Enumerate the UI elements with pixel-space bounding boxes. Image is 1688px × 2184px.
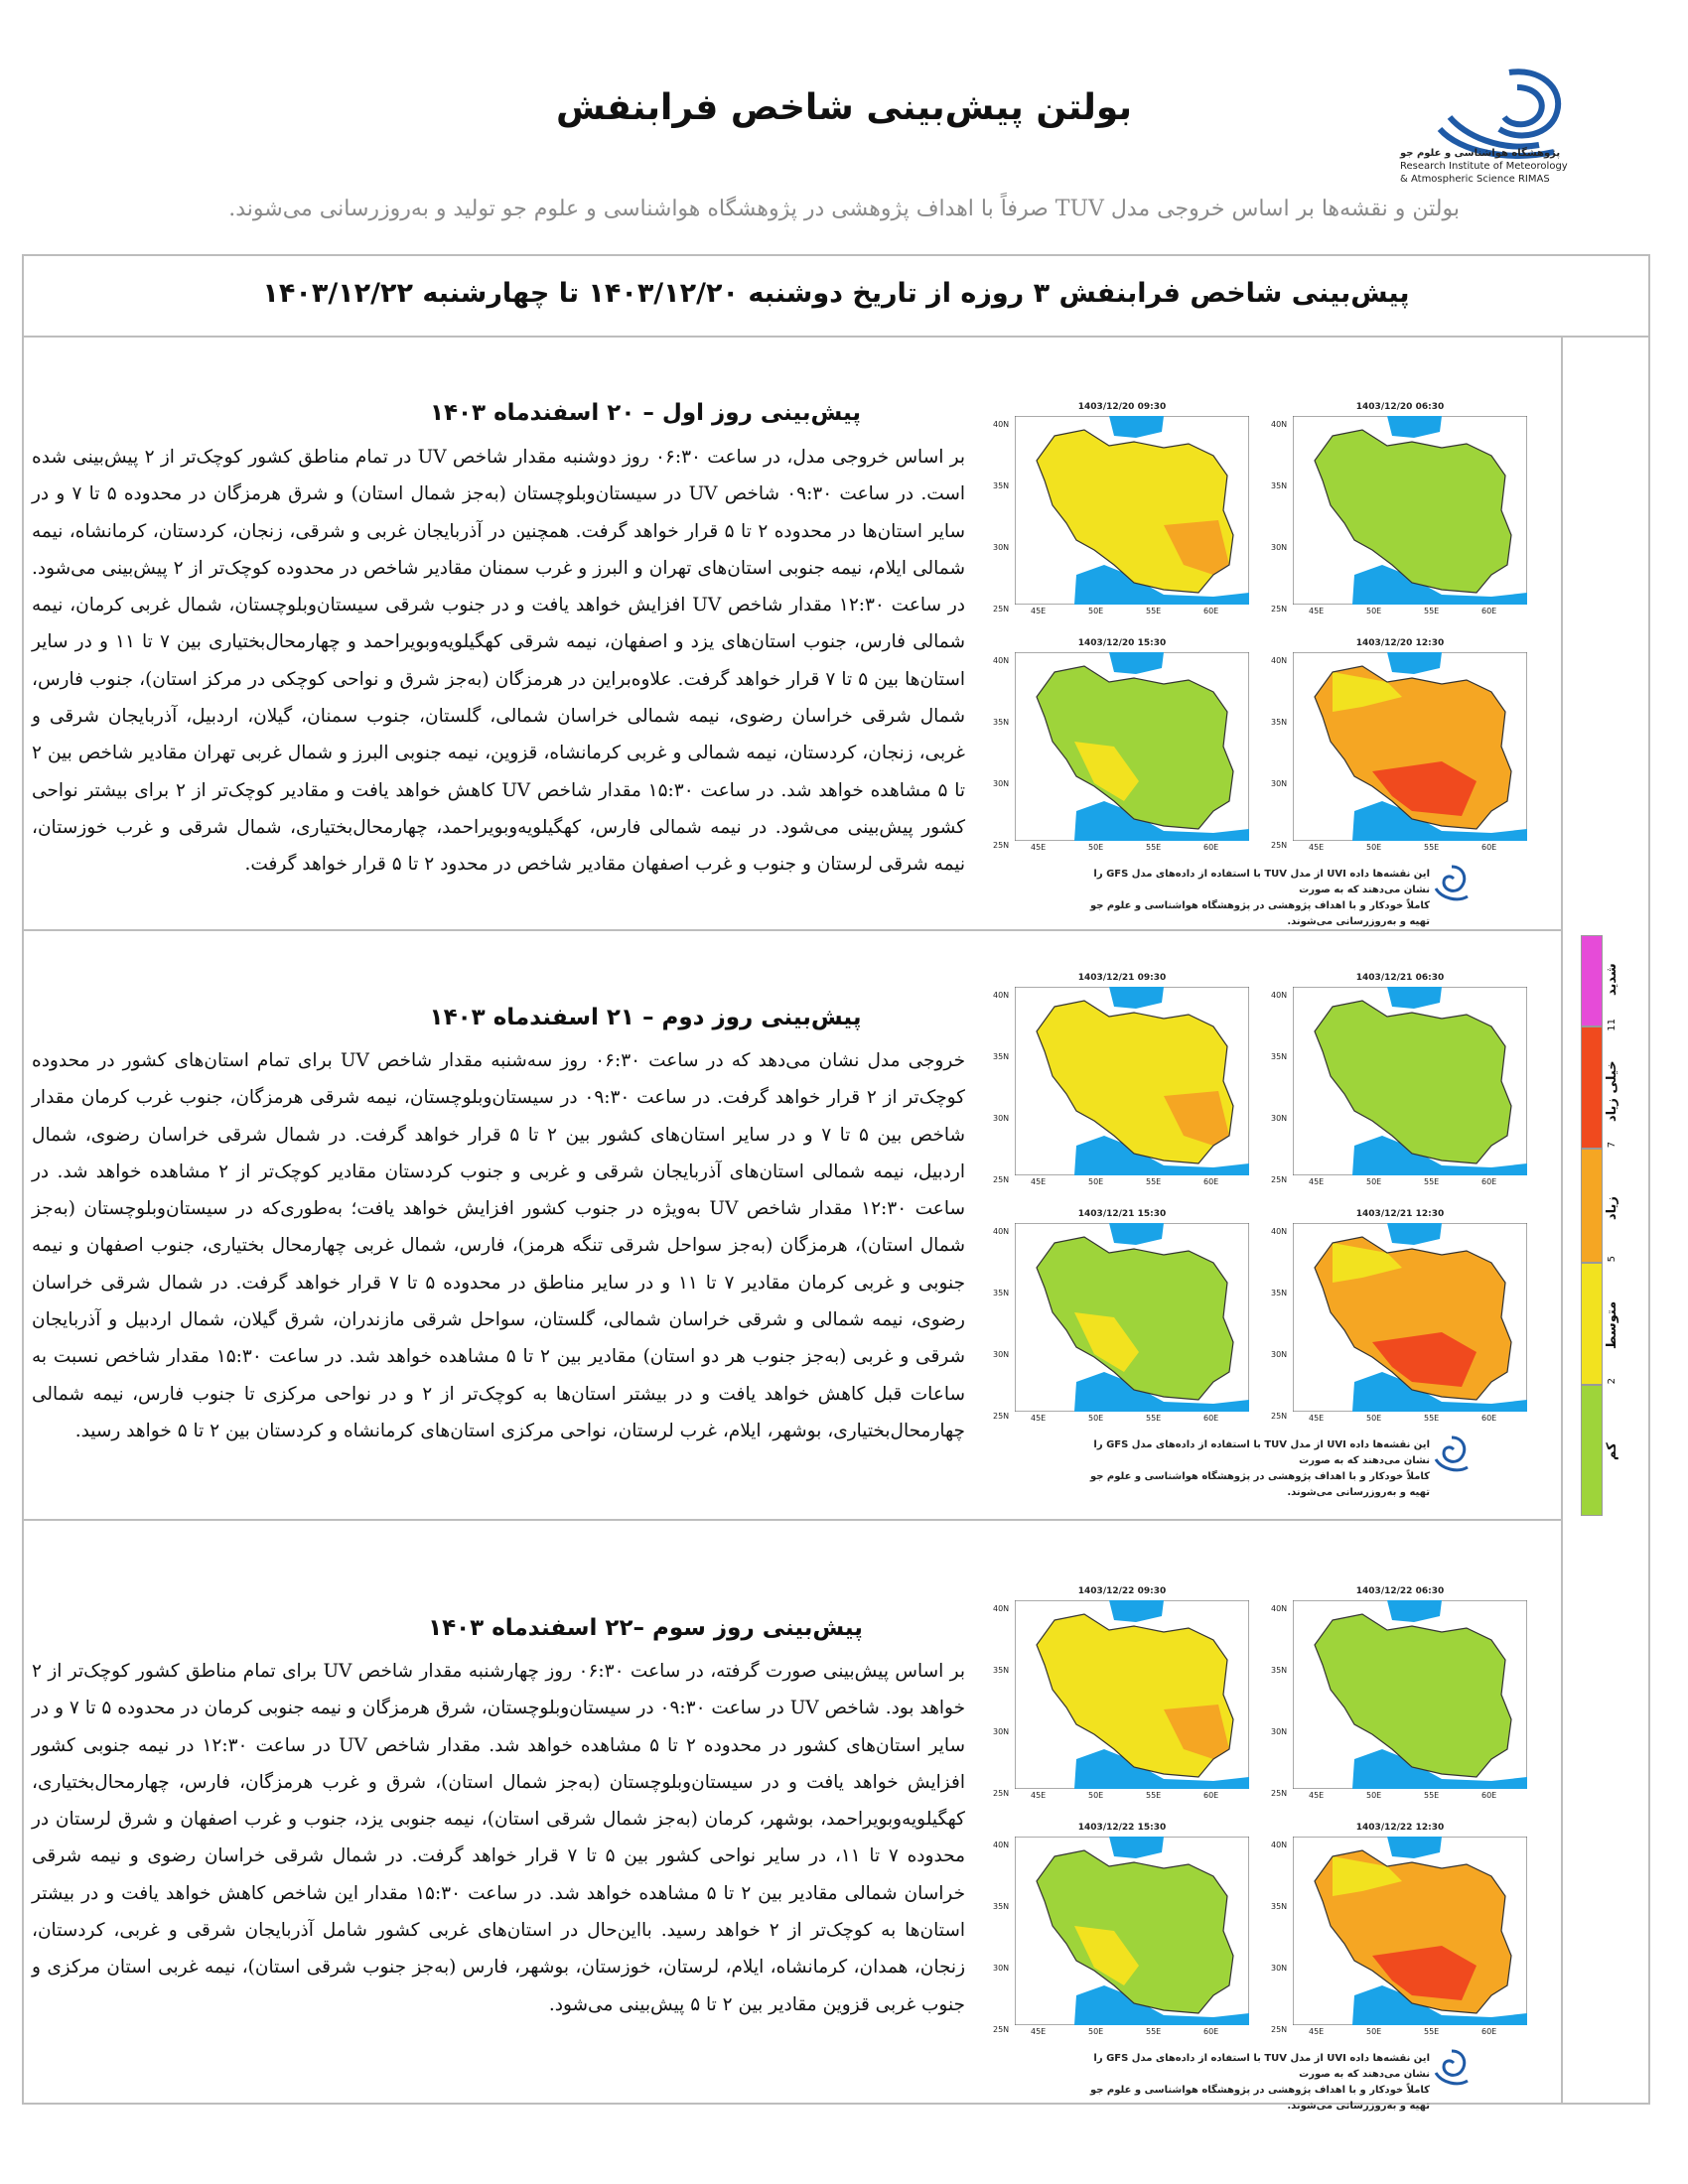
lon-tick: 55E bbox=[1146, 843, 1162, 852]
iran-map bbox=[1015, 416, 1249, 605]
map-logo-icon bbox=[1430, 1432, 1474, 1475]
lon-tick: 60E bbox=[1203, 1791, 1219, 1800]
forecast-header-title: پیش‌بینی شاخص فرابنفش ۳ روزه از تاریخ دوشنبه ۱۴۰۳/۱۲/۲۰ تا چهارشنبه ۱۴۰۳/۱۲/۲۲ bbox=[262, 278, 1410, 309]
lat-tick: 25N bbox=[993, 1789, 1010, 1798]
legend-tick-2: 2 bbox=[1607, 1378, 1618, 1385]
lat-tick: 40N bbox=[1271, 420, 1288, 429]
lon-tick: 50E bbox=[1366, 1414, 1382, 1423]
lat-tick: 30N bbox=[1271, 779, 1288, 788]
map-logo-icon bbox=[1430, 2045, 1474, 2089]
legend-low bbox=[1581, 1385, 1603, 1516]
lon-tick: 55E bbox=[1146, 1177, 1162, 1186]
legend-cat-moderate: متوسط bbox=[1605, 1300, 1619, 1349]
iran-map bbox=[1293, 652, 1527, 841]
lat-tick: 35N bbox=[1271, 481, 1288, 490]
lon-tick: 45E bbox=[1031, 607, 1047, 615]
map-label: 1403/12/20 09:30 bbox=[1077, 402, 1167, 412]
lon-tick: 45E bbox=[1309, 1414, 1325, 1423]
lat-tick: 25N bbox=[1271, 1412, 1288, 1421]
lat-tick: 30N bbox=[1271, 1964, 1288, 1973]
lon-tick: 60E bbox=[1481, 607, 1497, 615]
lon-tick: 50E bbox=[1088, 843, 1104, 852]
lon-tick: 50E bbox=[1366, 843, 1382, 852]
lon-tick: 45E bbox=[1309, 1791, 1325, 1800]
legend-extreme bbox=[1581, 935, 1603, 1026]
lon-tick: 55E bbox=[1146, 1414, 1162, 1423]
lat-tick: 35N bbox=[993, 1666, 1010, 1675]
lon-tick: 50E bbox=[1088, 2027, 1104, 2036]
lon-tick: 50E bbox=[1366, 1791, 1382, 1800]
lon-tick: 55E bbox=[1424, 1791, 1440, 1800]
map-caption bbox=[1072, 1437, 1430, 1501]
lat-tick: 35N bbox=[993, 481, 1010, 490]
lat-tick: 30N bbox=[1271, 1350, 1288, 1359]
lat-tick: 40N bbox=[993, 1604, 1010, 1613]
legend-divider bbox=[1561, 338, 1563, 2105]
iran-map bbox=[1015, 1837, 1249, 2025]
legend-very-high bbox=[1581, 1026, 1603, 1149]
lat-tick: 25N bbox=[1271, 1789, 1288, 1798]
map-caption-line1: این نقشه‌ها داده UVI از مدل TUV با استفاده از داده‌های مدل GFS را نشان می‌دهند که به صورت bbox=[1093, 1439, 1430, 1466]
lat-tick: 40N bbox=[1271, 1227, 1288, 1236]
lon-tick: 60E bbox=[1481, 843, 1497, 852]
lat-tick: 25N bbox=[1271, 841, 1288, 850]
legend-cat-very-high: خیلی زیاد bbox=[1605, 1060, 1619, 1123]
lon-tick: 55E bbox=[1424, 843, 1440, 852]
lat-tick: 35N bbox=[993, 1052, 1010, 1061]
uv-map-high bbox=[1271, 1823, 1529, 2036]
uv-map-mid bbox=[993, 1586, 1251, 1800]
lon-tick: 55E bbox=[1146, 607, 1162, 615]
lat-tick: 30N bbox=[993, 543, 1010, 552]
lat-tick: 35N bbox=[1271, 1666, 1288, 1675]
lat-tick: 35N bbox=[1271, 718, 1288, 727]
iran-map bbox=[1015, 1600, 1249, 1789]
lat-tick: 35N bbox=[993, 1902, 1010, 1911]
uv-map-high bbox=[1271, 638, 1529, 852]
map-label: 1403/12/22 12:30 bbox=[1355, 1823, 1445, 1833]
day-title: پیش‌بینی روز دوم – ۲۱ اسفندماه ۱۴۰۳ bbox=[429, 1005, 862, 1030]
lat-tick: 30N bbox=[993, 779, 1010, 788]
iran-map bbox=[1015, 1223, 1249, 1412]
lon-tick: 60E bbox=[1203, 1414, 1219, 1423]
lat-tick: 40N bbox=[993, 991, 1010, 1000]
page-subtitle: بولتن و نقشه‌ها بر اساس خروجی مدل TUV صرفاً با اهداف پژوهشی در پژوهشگاه هواشناسی و علوم جو تولید و به‌روزرسانی می‌شوند. bbox=[228, 197, 1460, 221]
lat-tick: 40N bbox=[1271, 991, 1288, 1000]
lon-tick: 60E bbox=[1203, 2027, 1219, 2036]
map-panel bbox=[993, 1586, 1539, 2112]
lat-tick: 35N bbox=[1271, 1289, 1288, 1297]
map-label: 1403/12/22 15:30 bbox=[1077, 1823, 1167, 1833]
logo-en-line1: Research Institute of Meteorology bbox=[1400, 161, 1568, 172]
lat-tick: 40N bbox=[993, 1841, 1010, 1849]
lat-tick: 40N bbox=[1271, 1604, 1288, 1613]
lon-tick: 60E bbox=[1481, 1177, 1497, 1186]
lat-tick: 35N bbox=[1271, 1052, 1288, 1061]
lat-tick: 30N bbox=[1271, 1727, 1288, 1736]
lat-tick: 30N bbox=[1271, 1114, 1288, 1123]
lon-tick: 50E bbox=[1088, 1177, 1104, 1186]
map-caption-line1: این نقشه‌ها داده UVI از مدل TUV با استفاده از داده‌های مدل GFS را نشان می‌دهند که به صورت bbox=[1093, 869, 1430, 895]
lon-tick: 45E bbox=[1309, 2027, 1325, 2036]
lon-tick: 55E bbox=[1146, 1791, 1162, 1800]
lat-tick: 25N bbox=[993, 841, 1010, 850]
uv-legend bbox=[1581, 935, 1626, 1516]
lat-tick: 35N bbox=[993, 718, 1010, 727]
lon-tick: 50E bbox=[1366, 607, 1382, 615]
uv-map-mid bbox=[993, 973, 1251, 1186]
logo-text bbox=[1400, 147, 1589, 186]
iran-map bbox=[1293, 1600, 1527, 1789]
lon-tick: 60E bbox=[1481, 1791, 1497, 1800]
lat-tick: 40N bbox=[1271, 1841, 1288, 1849]
map-label: 1403/12/21 15:30 bbox=[1077, 1209, 1167, 1219]
iran-map bbox=[1015, 652, 1249, 841]
lon-tick: 45E bbox=[1031, 1791, 1047, 1800]
lon-tick: 45E bbox=[1031, 1177, 1047, 1186]
lon-tick: 55E bbox=[1424, 1414, 1440, 1423]
legend-high bbox=[1581, 1149, 1603, 1263]
lat-tick: 25N bbox=[993, 2025, 1010, 2034]
lon-tick: 55E bbox=[1424, 2027, 1440, 2036]
lon-tick: 60E bbox=[1203, 843, 1219, 852]
legend-cat-high: زیاد bbox=[1605, 1196, 1619, 1220]
map-panel bbox=[993, 402, 1539, 927]
lat-tick: 30N bbox=[993, 1964, 1010, 1973]
iran-map bbox=[1293, 987, 1527, 1175]
legend-tick-5: 5 bbox=[1607, 1256, 1618, 1263]
map-label: 1403/12/20 06:30 bbox=[1355, 402, 1445, 412]
section-divider-2 bbox=[22, 1519, 1561, 1521]
logo-en-line2: & Atmospheric Science RIMAS bbox=[1400, 174, 1550, 185]
lon-tick: 60E bbox=[1481, 1414, 1497, 1423]
legend-cat-low: کم bbox=[1605, 1442, 1619, 1460]
lat-tick: 25N bbox=[1271, 2025, 1288, 2034]
uv-map-low bbox=[1271, 1586, 1529, 1800]
map-label: 1403/12/22 06:30 bbox=[1355, 1586, 1445, 1596]
map-logo-icon bbox=[1430, 861, 1474, 904]
legend-tick-11: 11 bbox=[1607, 1019, 1618, 1031]
lat-tick: 25N bbox=[993, 1175, 1010, 1184]
lat-tick: 25N bbox=[1271, 1175, 1288, 1184]
map-panel bbox=[993, 973, 1539, 1498]
day-text: بر اساس خروجی مدل، در ساعت ۰۶:۳۰ روز دوشنبه مقدار شاخص UV در تمام مناطق کشور کوچک‌تر از ۲ پیش‌بینی شده است. در ساعت ۰۹:۳۰ شاخص UV در سیستان‌وبلوچستان (به‌جز شمال استان) و شرق هرمزگان در محدوده ۵ تا ۷ و در سایر استان‌ها در محدوده ۲ تا ۵ قرار خواهد گرفت. همچنین در آذربایجان غربی و شرقی، زنجان، کردستان، کرمانشاه، نیمه شمالی ایلام، نیمه جنوبی استان‌های تهران و البرز و غرب سمنان مقادیر شاخص در محدوده کوچک‌تر از ۲ پیش‌بینی می‌شود. در ساعت ۱۲:۳۰ مقدار شاخص UV افزایش خواهد یافت و در جنوب شرقی سیستان‌وبلوچستان، شمال غربی کرمان، نیمه شمالی فارس، جنوب استان‌های یزد و اصفهان، نیمه شرقی کهگیلویه‌وبویراحمد و چهارمحال‌بختیاری بین ۷ تا ۱۱ و در سایر استان‌ها بین ۵ تا ۷ قرار خواهد گرفت. علاوه‌براین در هرمزگان (به‌جز شرق و نواحی کوچکی در مرکز استان)، جنوب فارس، شمال شرقی خراسان رضوی، نیمه شمالی خراسان شمالی، گلستان، جنوب سمنان، گیلان، اردبیل، آذربایجان شرقی و غربی، زنجان، کردستان، نیمه شمالی و غربی کرمانشاه، قزوین، نیمه جنوبی البرز و شمال غربی تهران مقادیر شاخص بین ۲ تا ۵ مشاهده خواهد شد. در ساعت ۱۵:۳۰ مقدار شاخص UV کاهش خواهد یافت و مقادیر کوچک‌تر از ۲ برای بیشتر نواحی کشور پیش‌بینی می‌شود. در نیمه شمالی فارس، کهگیلویه‌وبویراحمد، چهارمحال‌بختیاری، شمال شرقی و غرب خوزستان، نیمه شرقی لرستان و جنوب و غرب اصفهان مقادیر شاخص در محدود ۲ تا ۵ قرار خواهد گرفت. bbox=[32, 447, 966, 876]
page-title: بولتن پیش‌بینی شاخص فرابنفش bbox=[555, 87, 1133, 128]
lon-tick: 45E bbox=[1031, 1414, 1047, 1423]
map-caption-line2: کاملاً خودکار و با اهداف پژوهشی در پژوهشگاه هواشناسی و علوم جو تهیه و به‌روزرسانی می‌شوند. bbox=[1089, 2085, 1430, 2112]
iran-map bbox=[1293, 1837, 1527, 2025]
lat-tick: 30N bbox=[993, 1114, 1010, 1123]
map-caption-line2: کاملاً خودکار و با اهداف پژوهشی در پژوهشگاه هواشناسی و علوم جو تهیه و به‌روزرسانی می‌شوند. bbox=[1089, 900, 1430, 927]
legend-cat-extreme: شدید bbox=[1605, 963, 1619, 997]
map-label: 1403/12/22 09:30 bbox=[1077, 1586, 1167, 1596]
lat-tick: 30N bbox=[993, 1350, 1010, 1359]
lon-tick: 60E bbox=[1481, 2027, 1497, 2036]
uv-map-low bbox=[1271, 973, 1529, 1186]
map-caption bbox=[1072, 867, 1430, 930]
lon-tick: 55E bbox=[1424, 607, 1440, 615]
map-caption-line1: این نقشه‌ها داده UVI از مدل TUV با استفاده از داده‌های مدل GFS را نشان می‌دهند که به صورت bbox=[1093, 2053, 1430, 2080]
day-title: پیش‌بینی روز سوم –۲۲ اسفندماه ۱۴۰۳ bbox=[428, 1615, 863, 1641]
lon-tick: 45E bbox=[1031, 843, 1047, 852]
lat-tick: 35N bbox=[1271, 1902, 1288, 1911]
lon-tick: 60E bbox=[1203, 607, 1219, 615]
map-label: 1403/12/20 15:30 bbox=[1077, 638, 1167, 648]
lat-tick: 25N bbox=[1271, 605, 1288, 614]
map-caption-line2: کاملاً خودکار و با اهداف پژوهشی در پژوهشگاه هواشناسی و علوم جو تهیه و به‌روزرسانی می‌شوند. bbox=[1089, 1471, 1430, 1498]
iran-map bbox=[1293, 416, 1527, 605]
uv-map-low bbox=[1271, 402, 1529, 615]
lat-tick: 30N bbox=[993, 1727, 1010, 1736]
day-text: خروجی مدل نشان می‌دهد که در ساعت ۰۶:۳۰ روز سه‌شنبه مقدار شاخص UV برای تمام استان‌های کشور در محدوده کوچک‌تر از ۲ قرار خواهد گرفت. در ساعت ۰۹:۳۰ در سیستان‌وبلوچستان، نیمه شرقی هرمزگان، جنوب غرب کرمان مقدار شاخص بین ۵ تا ۷ و در سایر استان‌های کشور بین ۲ تا ۵ قرار خواهد گرفت. در شمال شرقی خراسان رضوی، شمال اردبیل، نیمه شمالی استان‌های آذربایجان شرقی و غربی و جنوب کردستان مقادیر کوچک‌تر از ۲ مشاهده خواهد شد. در ساعت ۱۲:۳۰ مقدار شاخص UV به‌ویژه در جنوب کشور افزایش خواهد یافت؛ به‌طوری‌که در سیستان‌وبلوچستان (به‌جز شمال استان)، هرمزگان (به‌جز سواحل شرقی تنگه هرمز)، فارس، شمال غربی چهارمحال بختیاری، جنوب اصفهان و نیمه جنوبی و غربی کرمان مقادیر ۷ تا ۱۱ و در سایر مناطق در محدوده ۵ تا ۷ قرار خواهد گرفت. در شمال شرقی خراسان رضوی، نیمه شمالی و شرقی خراسان شمالی، گلستان، سواحل شرقی مازندران، شرق گیلان، شمال اردبیل و آذربایجان شرقی و غربی (به‌جز جنوب هر دو استان) مقادیر بین ۲ تا ۵ مشاهده خواهد شد. در ساعت ۱۵:۳۰ مقدار شاخص نسبت به ساعات قبل کاهش خواهد یافت و در بیشتر استان‌ها به کوچک‌تر از ۲ و در نواحی مرکزی تا جنوب فارس، نیمه شمالی چهارمحال‌بختیاری، بوشهر، ایلام، غرب لرستان، نواحی مرکزی استان‌های کرمانشاه و کردستان بین ۲ تا ۵ خواهد رسید. bbox=[32, 1050, 966, 1441]
map-label: 1403/12/21 09:30 bbox=[1077, 973, 1167, 983]
lon-tick: 50E bbox=[1366, 1177, 1382, 1186]
lon-tick: 45E bbox=[1309, 607, 1325, 615]
day-title: پیش‌بینی روز اول – ۲۰ اسفندماه ۱۴۰۳ bbox=[429, 400, 862, 426]
lat-tick: 40N bbox=[993, 420, 1010, 429]
lon-tick: 45E bbox=[1031, 2027, 1047, 2036]
lat-tick: 25N bbox=[993, 605, 1010, 614]
lon-tick: 50E bbox=[1366, 2027, 1382, 2036]
lat-tick: 40N bbox=[993, 1227, 1010, 1236]
map-label: 1403/12/20 12:30 bbox=[1355, 638, 1445, 648]
lon-tick: 45E bbox=[1309, 1177, 1325, 1186]
lat-tick: 35N bbox=[993, 1289, 1010, 1297]
uv-map-low2 bbox=[993, 1209, 1251, 1423]
map-caption bbox=[1072, 2051, 1430, 2115]
uv-map-high bbox=[1271, 1209, 1529, 1423]
lon-tick: 55E bbox=[1424, 1177, 1440, 1186]
iran-map bbox=[1015, 987, 1249, 1175]
lon-tick: 55E bbox=[1146, 2027, 1162, 2036]
map-label: 1403/12/21 12:30 bbox=[1355, 1209, 1445, 1219]
lon-tick: 50E bbox=[1088, 607, 1104, 615]
day-text: بر اساس پیش‌بینی صورت گرفته، در ساعت ۰۶:۳۰ روز چهارشنبه مقدار شاخص UV برای تمام مناطق کشور کوچک‌تر از ۲ خواهد بود. شاخص UV در ساعت ۰۹:۳۰ در سیستان‌وبلوچستان، شرق هرمزگان و نیمه جنوبی کرمان در محدوده ۵ تا ۷ و در سایر استان‌های کشور در محدوده ۲ تا ۵ مشاهده خواهد شد. مقدار شاخص UV در ساعت ۱۲:۳۰ در نیمه جنوبی کشور افزایش خواهد یافت و در سیستان‌وبلوچستان (به‌جز شمال استان)، شرق و غرب هرمزگان، فارس، چهارمحال‌بختیاری، کهگیلویه‌وبویراحمد، بوشهر، کرمان (به‌جز شمال شرقی استان)، نیمه جنوبی یزد، جنوب و غرب اصفهان و شرق لرستان در محدوده ۷ تا ۱۱، در سایر نواحی کشور بین ۵ تا ۷ قرار خواهد گرفت. در شمال شرقی خراسان رضوی و نیمه شرقی خراسان شمالی مقادیر بین ۲ تا ۵ مشاهده خواهد شد. در ساعت ۱۵:۳۰ مقدار این شاخص کاهش خواهد یافت و در بیشتر استان‌ها به کوچک‌تر از ۲ خواهد رسید. بااین‌حال در استان‌های غربی کشور شامل آذربایجان شرقی و غربی، کردستان، زنجان، همدان، کرمانشاه، ایلام، لرستان، خوزستان، بوشهر، فارس (به‌جز جنوب شرقی استان)، نیمه غربی استان مرکزی و جنوب غربی قزوین مقادیر بین ۲ تا ۵ پیش‌بینی می‌شود. bbox=[32, 1661, 966, 2015]
uv-map-low2 bbox=[993, 1823, 1251, 2036]
lon-tick: 60E bbox=[1203, 1177, 1219, 1186]
logo-fa: پژوهشگاه هواشناسی و علوم جو bbox=[1400, 148, 1561, 159]
lat-tick: 40N bbox=[993, 656, 1010, 665]
iran-map bbox=[1293, 1223, 1527, 1412]
map-label: 1403/12/21 06:30 bbox=[1355, 973, 1445, 983]
lat-tick: 25N bbox=[993, 1412, 1010, 1421]
legend-moderate bbox=[1581, 1263, 1603, 1385]
lon-tick: 50E bbox=[1088, 1791, 1104, 1800]
lon-tick: 45E bbox=[1309, 843, 1325, 852]
lon-tick: 50E bbox=[1088, 1414, 1104, 1423]
lat-tick: 30N bbox=[1271, 543, 1288, 552]
forecast-header-row bbox=[22, 254, 1650, 338]
legend-tick-7: 7 bbox=[1607, 1142, 1618, 1149]
uv-map-low2 bbox=[993, 638, 1251, 852]
lat-tick: 40N bbox=[1271, 656, 1288, 665]
uv-map-mid bbox=[993, 402, 1251, 615]
